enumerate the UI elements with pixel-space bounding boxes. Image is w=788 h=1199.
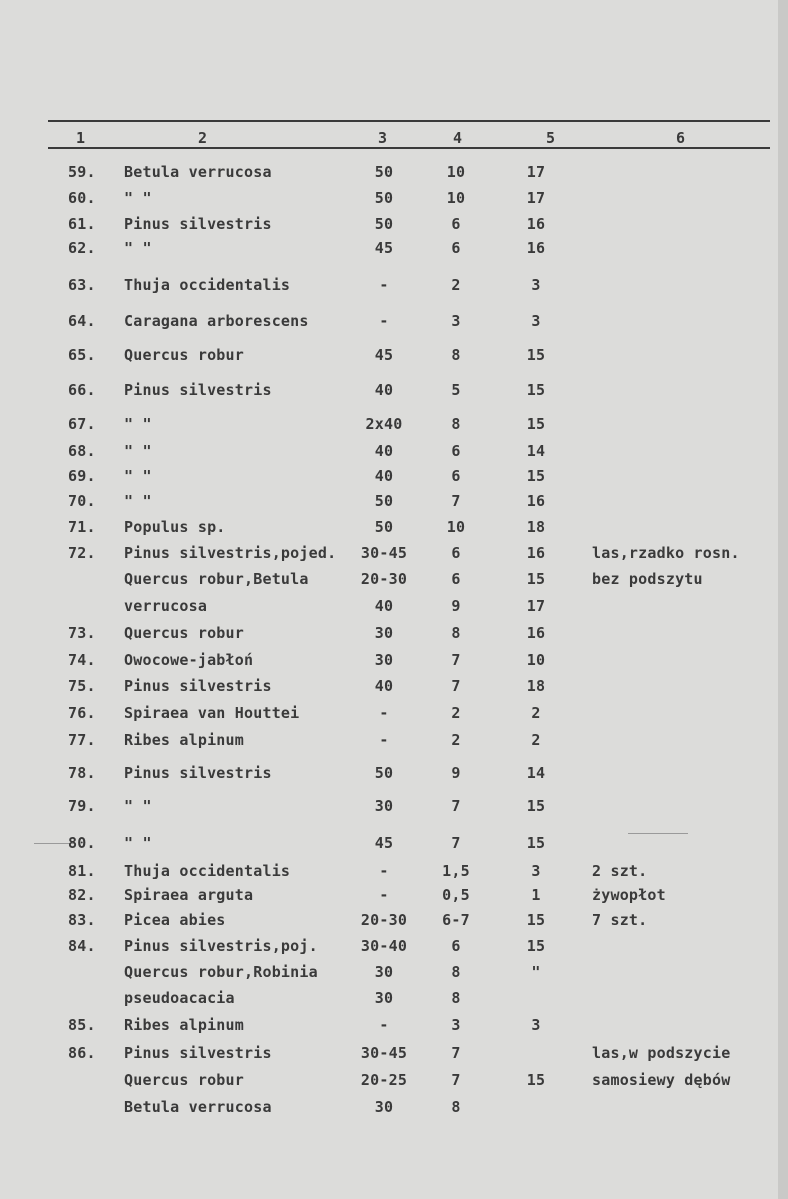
table-row	[0, 987, 788, 1009]
row-number: 62.	[68, 239, 96, 257]
col-4-value: 2	[451, 731, 461, 749]
col-4-value: 6	[451, 570, 461, 588]
row-number: 84.	[68, 937, 96, 955]
table-row	[0, 465, 788, 487]
species-name: Pinus silvestris,poj.	[124, 937, 318, 955]
species-name: " "	[124, 467, 152, 485]
table-row	[0, 702, 788, 724]
col-4-value: 8	[451, 963, 461, 981]
col-5-value: 15	[526, 937, 546, 955]
col-5-value: 15	[526, 467, 546, 485]
species-name: verrucosa	[124, 597, 208, 615]
species-name: Owocowe-jabłoń	[124, 651, 254, 669]
col-4-value: 7	[451, 677, 461, 695]
row-number: 82.	[68, 886, 96, 904]
col-4-value: 7	[451, 797, 461, 815]
col-5-value: 10	[526, 651, 546, 669]
col-5-value: 3	[531, 276, 541, 294]
row-number: 77.	[68, 731, 96, 749]
table-row	[0, 622, 788, 644]
table-row	[0, 595, 788, 617]
col-4-value: 6	[451, 215, 461, 233]
col-3-value: 20-25	[360, 1071, 408, 1089]
table-row	[0, 379, 788, 401]
header-col-5: 5	[546, 129, 556, 147]
species-name: Ribes alpinum	[124, 731, 244, 749]
col-5-value: 15	[526, 911, 546, 929]
col-5-value: 2	[531, 731, 541, 749]
col-4-value: 3	[451, 1016, 461, 1034]
table-row	[0, 1042, 788, 1064]
remarks: 7 szt.	[592, 911, 648, 929]
col-5-value: 16	[526, 624, 546, 642]
row-number: 86.	[68, 1044, 96, 1062]
col-3-value: 30	[374, 624, 394, 642]
col-4-value: 10	[446, 163, 466, 181]
species-name: Pinus silvestris,pojed.	[124, 544, 337, 562]
row-number: 61.	[68, 215, 96, 233]
col-3-value: 30-45	[360, 544, 408, 562]
species-name: " "	[124, 442, 152, 460]
col-4-value: 3	[451, 312, 461, 330]
species-name: Quercus robur,Robinia	[124, 963, 318, 981]
col-4-value: 8	[451, 624, 461, 642]
table-row	[0, 542, 788, 564]
species-name: Betula verrucosa	[124, 163, 272, 181]
table-row	[0, 440, 788, 462]
col-5-value: 15	[526, 570, 546, 588]
col-5-value: 3	[531, 862, 541, 880]
col-3-value: 50	[374, 764, 394, 782]
species-name: Thuja occidentalis	[124, 862, 291, 880]
col-5-value: "	[531, 963, 541, 981]
table-row	[0, 832, 788, 854]
col-5-value: 17	[526, 163, 546, 181]
species-name: " "	[124, 492, 152, 510]
col-4-value: 10	[446, 518, 466, 536]
species-name: Ribes alpinum	[124, 1016, 244, 1034]
col-3-value: 40	[374, 467, 394, 485]
table-row	[0, 516, 788, 538]
species-name: Picea abies	[124, 911, 226, 929]
col-5-value: 17	[526, 597, 546, 615]
col-5-value: 15	[526, 381, 546, 399]
species-name: Betula verrucosa	[124, 1098, 272, 1116]
row-number: 78.	[68, 764, 96, 782]
col-4-value: 6	[451, 442, 461, 460]
row-number: 81.	[68, 862, 96, 880]
col-3-value: 30	[374, 963, 394, 981]
table-row	[0, 490, 788, 512]
species-name: Quercus robur	[124, 624, 244, 642]
col-3-value: 40	[374, 677, 394, 695]
table-row	[0, 274, 788, 296]
col-5-value: 15	[526, 834, 546, 852]
col-3-value: 45	[374, 834, 394, 852]
col-3-value: 45	[374, 239, 394, 257]
table-row	[0, 161, 788, 183]
table-row	[0, 213, 788, 235]
species-name: " "	[124, 797, 152, 815]
species-name: Populus sp.	[124, 518, 226, 536]
species-name: Quercus robur	[124, 1071, 244, 1089]
col-3-value: -	[379, 886, 389, 904]
row-number: 66.	[68, 381, 96, 399]
col-4-value: 8	[451, 1098, 461, 1116]
col-5-value: 3	[531, 1016, 541, 1034]
table-row	[0, 909, 788, 931]
col-3-value: -	[379, 312, 389, 330]
table-row	[0, 649, 788, 671]
col-3-value: 50	[374, 163, 394, 181]
species-name: Thuja occidentalis	[124, 276, 291, 294]
table-row	[0, 187, 788, 209]
header-col-4: 4	[453, 129, 463, 147]
col-4-value: 2	[451, 276, 461, 294]
row-number: 64.	[68, 312, 96, 330]
header-col-6: 6	[676, 129, 686, 147]
species-name: Quercus robur	[124, 346, 244, 364]
row-number: 71.	[68, 518, 96, 536]
row-number: 85.	[68, 1016, 96, 1034]
table-row	[0, 310, 788, 332]
col-3-value: 30-40	[360, 937, 408, 955]
col-3-value: -	[379, 276, 389, 294]
row-number: 63.	[68, 276, 96, 294]
table-row	[0, 1096, 788, 1118]
table-row	[0, 1014, 788, 1036]
row-number: 83.	[68, 911, 96, 929]
col-4-value: 2	[451, 704, 461, 722]
col-5-value: 17	[526, 189, 546, 207]
row-number: 68.	[68, 442, 96, 460]
row-number: 79.	[68, 797, 96, 815]
table-row	[0, 413, 788, 435]
row-number: 69.	[68, 467, 96, 485]
header-col-2: 2	[198, 129, 208, 147]
col-5-value: 16	[526, 544, 546, 562]
table-row	[0, 729, 788, 751]
col-3-value: -	[379, 704, 389, 722]
row-number: 76.	[68, 704, 96, 722]
remarks: 2 szt.	[592, 862, 648, 880]
col-4-value: 8	[451, 989, 461, 1007]
col-4-value: 7	[451, 834, 461, 852]
col-3-value: -	[379, 1016, 389, 1034]
species-name: Quercus robur,Betula	[124, 570, 309, 588]
species-name: " "	[124, 189, 152, 207]
species-name: Spiraea van Houttei	[124, 704, 300, 722]
row-number: 65.	[68, 346, 96, 364]
species-name: Pinus silvestris	[124, 215, 272, 233]
col-4-value: 8	[451, 415, 461, 433]
col-4-value: 6	[451, 467, 461, 485]
col-3-value: 40	[374, 381, 394, 399]
col-3-value: 50	[374, 492, 394, 510]
species-name: " "	[124, 239, 152, 257]
row-number: 80.	[68, 834, 96, 852]
col-4-value: 7	[451, 1071, 461, 1089]
col-4-value: 6	[451, 544, 461, 562]
col-4-value: 6	[451, 937, 461, 955]
table-row	[0, 762, 788, 784]
remarks: żywopłot	[592, 886, 666, 904]
species-name: Pinus silvestris	[124, 381, 272, 399]
col-5-value: 14	[526, 442, 546, 460]
col-4-value: 7	[451, 492, 461, 510]
header-col-3: 3	[378, 129, 388, 147]
species-name: pseudoacacia	[124, 989, 235, 1007]
row-number: 59.	[68, 163, 96, 181]
col-5-value: 3	[531, 312, 541, 330]
col-5-value: 18	[526, 677, 546, 695]
species-name: Caragana arborescens	[124, 312, 309, 330]
row-number: 72.	[68, 544, 96, 562]
col-3-value: 50	[374, 518, 394, 536]
col-5-value: 1	[531, 886, 541, 904]
species-name: Pinus silvestris	[124, 764, 272, 782]
row-number: 73.	[68, 624, 96, 642]
table-row	[0, 795, 788, 817]
table-row	[0, 237, 788, 259]
col-4-value: 7	[451, 1044, 461, 1062]
col-3-value: 30-45	[360, 1044, 408, 1062]
col-4-value: 9	[451, 764, 461, 782]
table-row	[0, 675, 788, 697]
col-3-value: 50	[374, 189, 394, 207]
table-row	[0, 568, 788, 590]
col-5-value: 15	[526, 1071, 546, 1089]
species-name: " "	[124, 415, 152, 433]
header-col-1: 1	[76, 129, 86, 147]
col-5-value: 14	[526, 764, 546, 782]
col-5-value: 18	[526, 518, 546, 536]
table-row	[0, 961, 788, 983]
col-3-value: 40	[374, 597, 394, 615]
table-row	[0, 344, 788, 366]
remarks: las,w podszycie	[592, 1044, 731, 1062]
col-5-value: 15	[526, 346, 546, 364]
col-3-value: 50	[374, 215, 394, 233]
col-3-value: 40	[374, 442, 394, 460]
col-3-value: 30	[374, 989, 394, 1007]
row-number: 75.	[68, 677, 96, 695]
table-row	[0, 884, 788, 906]
col-4-value: 6	[451, 239, 461, 257]
col-3-value: 30	[374, 1098, 394, 1116]
species-name: Spiraea arguta	[124, 886, 254, 904]
row-number: 70.	[68, 492, 96, 510]
row-number: 60.	[68, 189, 96, 207]
col-4-value: 0,5	[442, 886, 470, 904]
col-3-value: -	[379, 862, 389, 880]
col-5-value: 16	[526, 492, 546, 510]
col-3-value: 20-30	[360, 570, 408, 588]
species-name: Pinus silvestris	[124, 1044, 272, 1062]
table-row	[0, 935, 788, 957]
col-4-value: 7	[451, 651, 461, 669]
col-4-value: 6-7	[442, 911, 470, 929]
col-4-value: 1,5	[442, 862, 470, 880]
col-5-value: 15	[526, 415, 546, 433]
col-3-value: 30	[374, 651, 394, 669]
remarks: las,rzadko rosn.	[592, 544, 740, 562]
col-4-value: 10	[446, 189, 466, 207]
col-3-value: -	[379, 731, 389, 749]
col-3-value: 45	[374, 346, 394, 364]
species-name: " "	[124, 834, 152, 852]
row-number: 74.	[68, 651, 96, 669]
col-4-value: 9	[451, 597, 461, 615]
table-row	[0, 860, 788, 882]
species-name: Pinus silvestris	[124, 677, 272, 695]
col-5-value: 2	[531, 704, 541, 722]
row-number: 67.	[68, 415, 96, 433]
col-3-value: 2x40	[365, 415, 403, 433]
remarks: bez podszytu	[592, 570, 703, 588]
col-3-value: 20-30	[360, 911, 408, 929]
col-3-value: 30	[374, 797, 394, 815]
remarks: samosiewy dębów	[592, 1071, 731, 1089]
col-4-value: 5	[451, 381, 461, 399]
col-5-value: 15	[526, 797, 546, 815]
table-row	[0, 1069, 788, 1091]
col-5-value: 16	[526, 239, 546, 257]
col-5-value: 16	[526, 215, 546, 233]
col-4-value: 8	[451, 346, 461, 364]
